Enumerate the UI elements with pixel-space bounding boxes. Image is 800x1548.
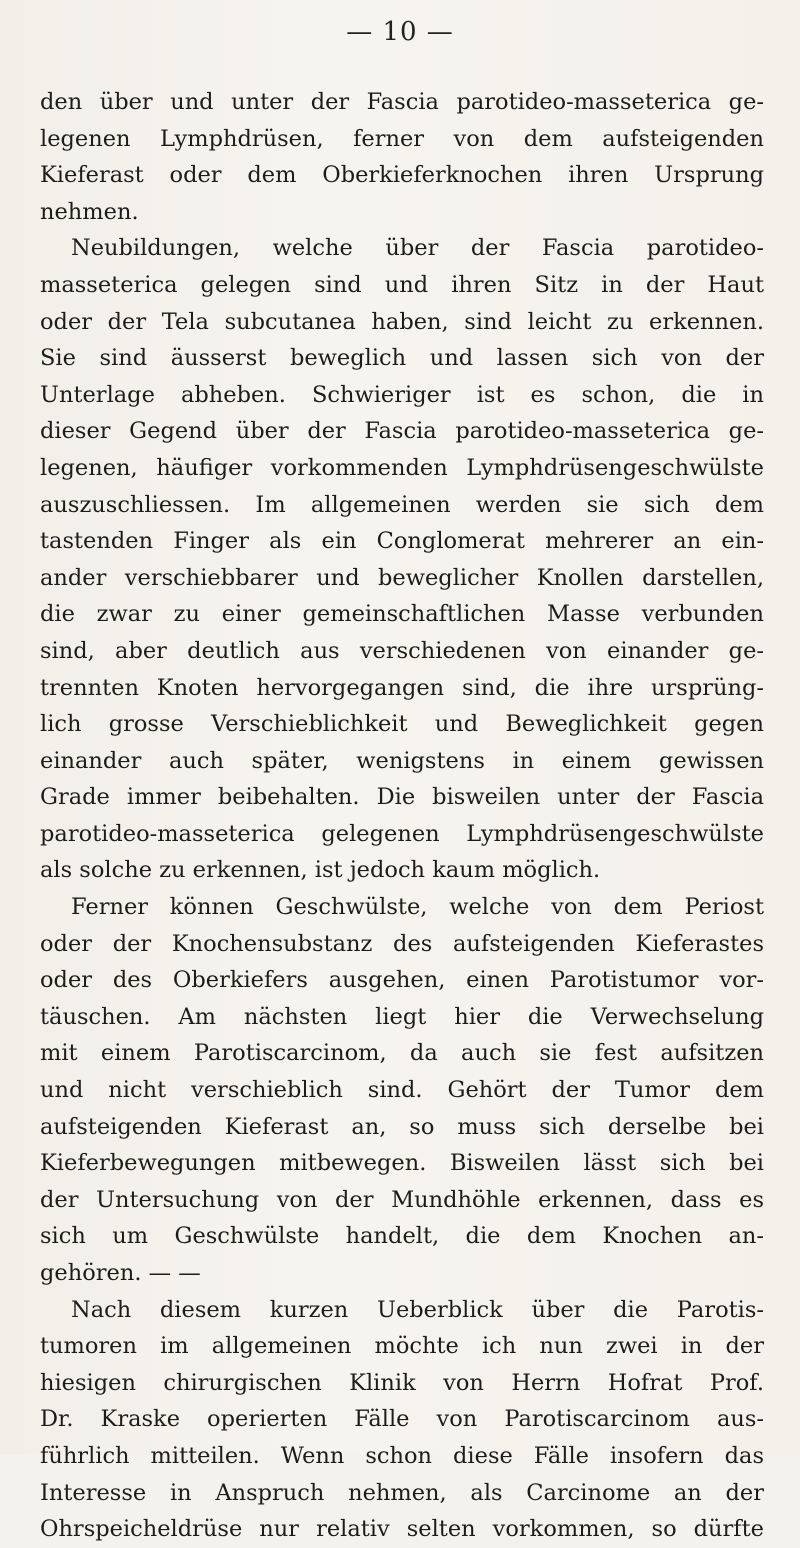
text-line: sich um Geschwülste handelt, die dem Knochen an-	[40, 1223, 764, 1250]
text-line: einander auch später, wenigstens in einem gewissen	[40, 747, 764, 774]
text-line: oder des Oberkiefers ausgehen, einen Parotistumor vor-	[40, 967, 764, 994]
text-line: hiesigen chirurgischen Klinik von Herrn Hofrat Prof.	[40, 1369, 764, 1396]
text-line: nehmen.	[40, 198, 139, 225]
text-line: die zwar zu einer gemeinschaftlichen Masse verbunden	[40, 601, 764, 628]
text-line: Kieferbewegungen mitbewegen. Bisweilen lässt sich bei	[40, 1150, 764, 1177]
text-line: Ferner können Geschwülste, welche von dem Periost	[71, 894, 764, 921]
text-line: oder der Tela subcutanea haben, sind leicht zu erkennen.	[40, 308, 764, 335]
body-text	[40, 84, 764, 1548]
text-line: den über und unter der Fascia parotideo-masseterica ge-	[40, 89, 764, 115]
text-line: masseterica gelegen sind und ihren Sitz in der Haut	[40, 271, 764, 298]
text-line: mit einem Parotiscarcinom, da auch sie fest aufsitzen	[40, 1040, 764, 1067]
text-line: Grade immer beibehalten. Die bisweilen unter der Fascia	[40, 784, 764, 811]
text-line: als solche zu erkennen, ist jedoch kaum möglich.	[40, 857, 601, 884]
text-line: auszuschliessen. Im allgemeinen werden sie sich dem	[40, 491, 764, 518]
text-line: und nicht verschieblich sind. Gehört der Tumor dem	[40, 1077, 764, 1104]
text-line: gehören. — —	[40, 1260, 201, 1286]
text-line: Ohrspeicheldrüse nur relativ selten vorkommen, so dürfte	[40, 1516, 764, 1543]
page-number: — 10 —	[346, 17, 454, 47]
text-line: tumoren im allgemeinen möchte ich nun zwei in der	[40, 1333, 764, 1360]
text-line: der Untersuchung von der Mundhöhle erkennen, dass es	[40, 1186, 764, 1213]
text-line: Sie sind äusserst beweglich und lassen sich von der	[40, 345, 764, 372]
text-line: trennten Knoten hervorgegangen sind, die ihre ursprüng-	[40, 674, 764, 701]
text-line: Dr. Kraske operierten Fälle von Parotiscarcinom aus-	[40, 1406, 764, 1433]
text-line: legenen, häufiger vorkommenden Lymphdrüsengeschwülste	[40, 454, 764, 481]
text-line: Neubildungen, welche über der Fascia parotideo-	[71, 235, 764, 262]
text-line: dieser Gegend über der Fascia parotideo-masseterica ge-	[40, 418, 764, 445]
text-line: tastenden Finger als ein Conglomerat mehrerer an ein-	[40, 528, 764, 555]
text-line: ander verschiebbarer und beweglicher Knollen darstellen,	[40, 564, 764, 591]
text-line: Interesse in Anspruch nehmen, als Carcinome an der	[40, 1479, 764, 1506]
text-line: aufsteigenden Kieferast an, so muss sich derselbe bei	[40, 1113, 764, 1140]
text-line: Kieferast oder dem Oberkieferknochen ihren Ursprung	[40, 162, 764, 189]
text-line: oder der Knochensubstanz des aufsteigenden Kieferastes	[40, 930, 764, 957]
text-line: täuschen. Am nächsten liegt hier die Verwechselung	[40, 1003, 764, 1030]
text-line: Unterlage abheben. Schwieriger ist es schon, die in	[40, 381, 764, 408]
text-line: Nach diesem kurzen Ueberblick über die Parotis-	[71, 1296, 764, 1323]
text-line: sind, aber deutlich aus verschiedenen von einander ge-	[40, 637, 764, 664]
text-line: führlich mitteilen. Wenn schon diese Fälle insofern das	[40, 1442, 764, 1469]
text-line: parotideo-masseterica gelegenen Lymphdrüsengeschwülste	[40, 820, 764, 847]
text-line: legenen Lymphdrüsen, ferner von dem aufsteigenden	[40, 125, 764, 152]
text-line: lich grosse Verschieblichkeit und Beweglichkeit gegen	[40, 711, 764, 738]
